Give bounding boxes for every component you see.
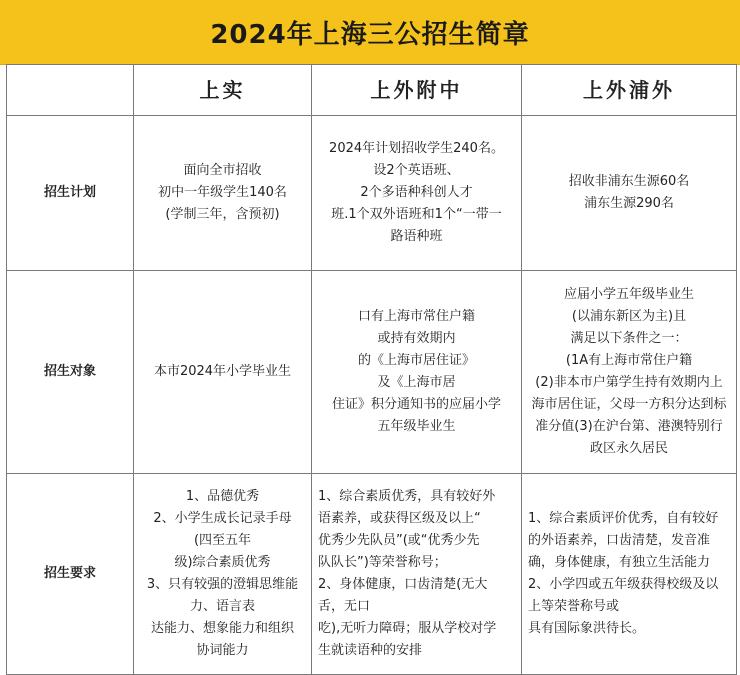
cell-text-line: 的《上海市居住证》 (357, 353, 475, 368)
cell-text-line: 协词能力 (196, 643, 249, 658)
cell-text-line: 1、品德优秀 (185, 489, 260, 504)
cell-text-line: 2、小学生成长记录手母 (153, 511, 292, 526)
header-row (7, 65, 737, 116)
cell-text-line: 口有上海市常住户籍 (357, 309, 475, 324)
cell-text-line: 1、综合素质优秀，具有较好外 (318, 489, 496, 504)
cell-text-line: 优秀少先队员”(或“优秀少先 (318, 533, 480, 548)
cell-text-line: 生就读语种的安排 (318, 643, 423, 658)
cell-text-line: (2)非本市户第学生持有效期内上 (535, 375, 723, 390)
corner-cell (7, 65, 134, 116)
table-row (7, 116, 737, 271)
cell-text-line: 具有国际象洪待长。 (528, 621, 646, 636)
table-cell (134, 474, 312, 675)
cell-text-line: 或持有效期内 (377, 331, 456, 346)
cell-text-line: 浦东生源290名 (584, 196, 674, 211)
cell-text-line: 2、身体健康，口齿清楚(无大 (318, 577, 488, 592)
cell-text-line: 本市2024年小学毕业生 (153, 364, 292, 379)
table-row (7, 271, 737, 474)
cell-text-line: 3、只有较强的澄辑思维能 (146, 577, 299, 592)
page-title: 2024年上海三公招生简章 (210, 19, 530, 50)
cell-text-line: 及《上海市居 (377, 375, 456, 390)
cell-text-line: 语素养，或获得区级及以上“ (318, 511, 481, 526)
cell-text-line: 级)综合素质优秀 (174, 555, 271, 570)
table-row (7, 474, 737, 675)
table-cell (522, 116, 737, 271)
table-cell (312, 271, 522, 474)
cell-text-line: 1、综合素质评价优秀，自有较好 (528, 511, 719, 526)
cell-text-line: 应届小学五年级毕业生 (563, 287, 694, 302)
table-cell (522, 474, 737, 675)
table-cell (312, 116, 522, 271)
row-label: 招生计划 (7, 116, 134, 271)
school-header: 上实 (134, 65, 312, 116)
cell-text-line: 确，身体健康，有独立生活能力 (528, 555, 711, 570)
cell-text-line: 准分值(3)在沪台第、港澳特别行 (535, 419, 723, 434)
school-header: 上外浦外 (522, 65, 737, 116)
cell-text-line: 招收非浦东生源60名 (568, 174, 690, 189)
cell-text-line: 路语种班 (390, 229, 443, 244)
cell-text-line: 吃),无听力障碍；服从学校对学 (318, 621, 497, 636)
cell-text-line: (学制三年，含预初) (165, 207, 280, 222)
cell-text-line: 舌，无口 (318, 599, 371, 614)
row-label: 招生对象 (7, 271, 134, 474)
cell-text-line: 面向全市招收 (183, 163, 262, 178)
cell-text-line: 班.1个双外语班和1个“一带一 (331, 207, 502, 222)
cell-text-line: 达能力、想象能力和组织 (150, 621, 294, 636)
cell-text-line: 住证》积分通知书的应届小学 (331, 397, 501, 412)
cell-text-line: 政区永久居民 (589, 441, 668, 456)
cell-text-line: 五年级毕业生 (377, 419, 456, 434)
admissions-table (6, 64, 737, 675)
cell-text-line: (四至五年 (193, 533, 252, 548)
cell-text-line: 上等荣誉称号或 (528, 599, 620, 614)
school-header: 上外附中 (312, 65, 522, 116)
cell-text-line: (1A有上海市常住户籍 (565, 353, 693, 368)
table-cell (522, 271, 737, 474)
cell-text-line: 设2个英语班、 (373, 163, 460, 178)
cell-text-line: 初中一年级学生140名 (158, 185, 287, 200)
cell-text-line: 力、语言表 (189, 599, 255, 614)
row-label: 招生要求 (7, 474, 134, 675)
cell-text-line: 2024年计划招收学生240名。 (329, 141, 504, 156)
cell-text-line: 2个多语种科创人才 (360, 185, 473, 200)
title-banner (0, 0, 740, 65)
cell-text-line: 满足以下条件之一： (570, 331, 688, 346)
table-cell (134, 271, 312, 474)
table-cell (134, 116, 312, 271)
cell-text-line: 2、小学四或五年级获得校级及以 (528, 577, 719, 592)
cell-text-line: 海市居住证，父母一方积分达到标 (531, 397, 727, 412)
table-cell (312, 474, 522, 675)
cell-text-line: 的外语素养，口齿清楚，发音准 (528, 533, 711, 548)
cell-text-line: (以浦东新区为主)且 (571, 309, 687, 324)
cell-text-line: 队队长”)等荣誉称号； (318, 555, 447, 570)
